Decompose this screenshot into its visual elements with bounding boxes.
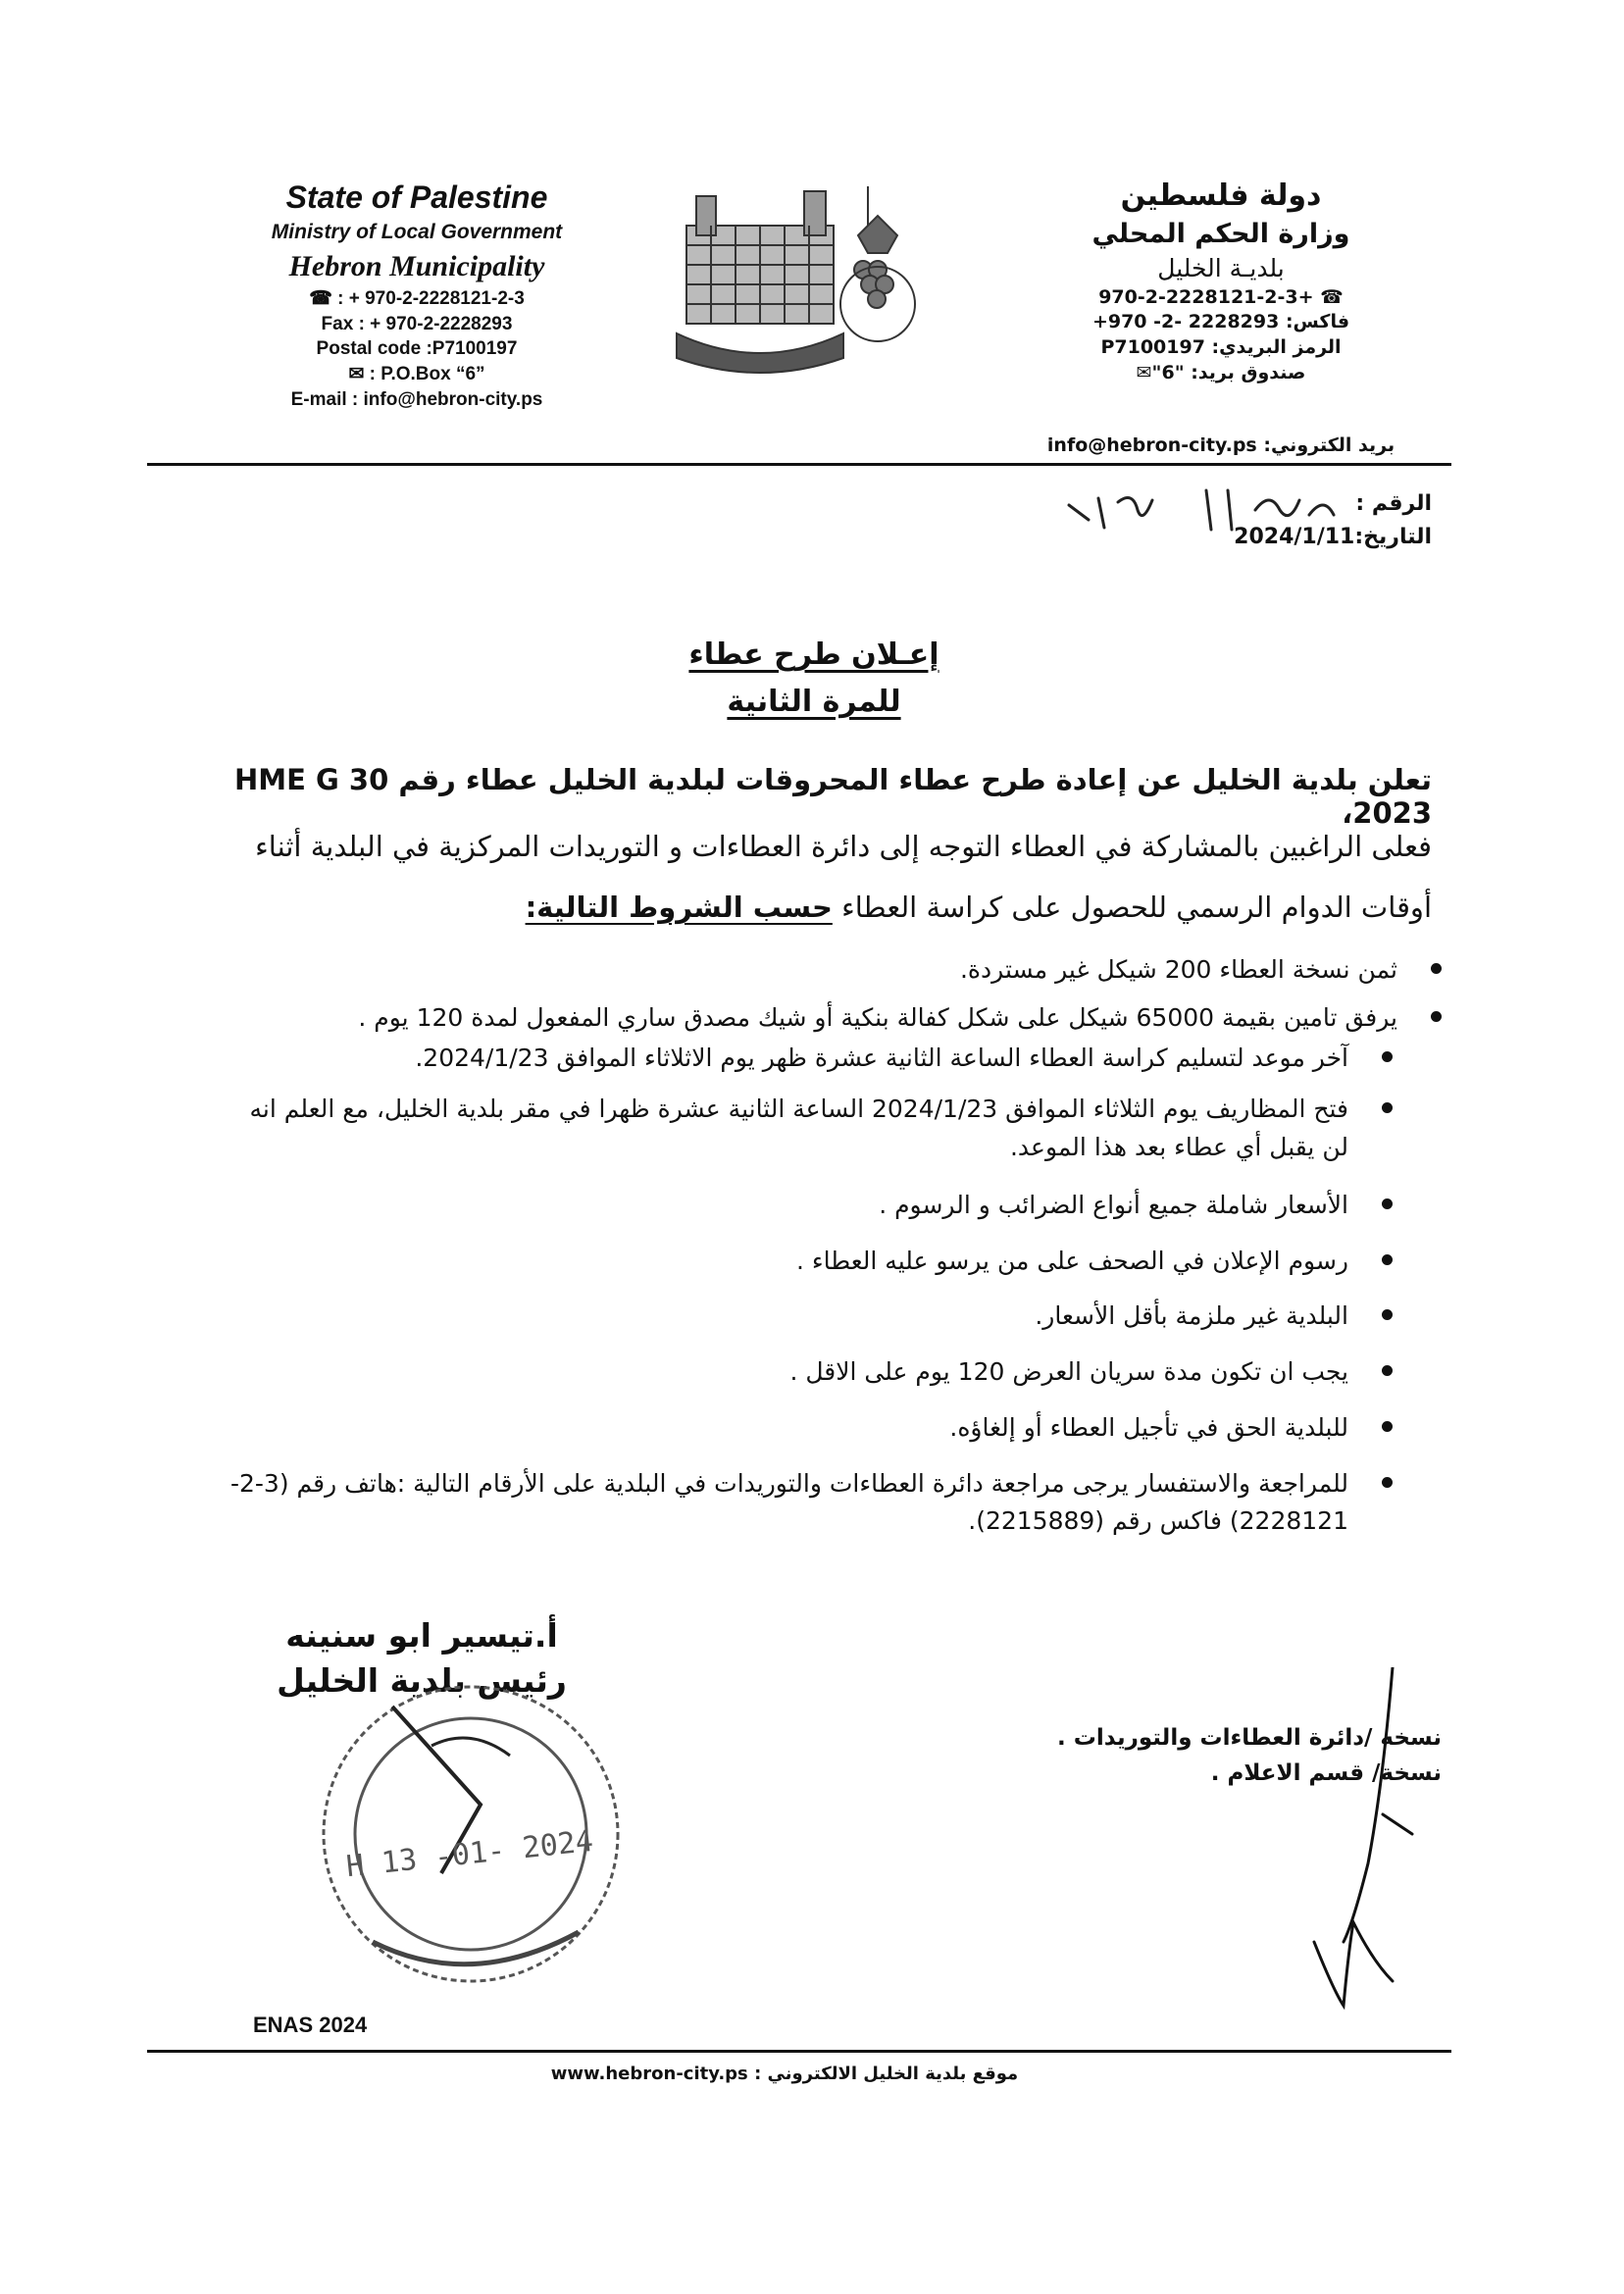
- announcement-title: [549, 632, 1079, 726]
- copies-block: [981, 1721, 1442, 1791]
- website-url[interactable]: www.hebron-city.ps: [550, 2064, 748, 2084]
- bullet-icon: [1382, 1198, 1393, 1209]
- title-line-2: للمرة الثانية: [727, 685, 901, 719]
- footer-divider: [147, 2050, 1451, 2053]
- bullet-icon: [1382, 1365, 1393, 1376]
- website-label: موقع بلدية الخليل الالكتروني :: [754, 2064, 1019, 2084]
- copy-line: نسخه /دائرة العطاءات والتوريدات .: [1056, 1725, 1442, 1751]
- fax-en: Fax : + 970-2-2228293: [321, 313, 513, 334]
- state-name-ar: دولة فلسطين: [1120, 178, 1322, 213]
- body-paragraph-2: فعلى الراغبين بالمشاركة في العطاء التوجه إلى دائرة العطاءات و التوريدات المركزية في البلدية أثناء: [255, 830, 1432, 863]
- bullet-icon: [1382, 1102, 1393, 1113]
- phone-en: ☎ : + 970-2-2228121-2-3: [309, 288, 525, 310]
- header-divider: [147, 463, 1451, 466]
- municipality-name-en: Hebron Municipality: [288, 249, 545, 282]
- footer-website: [392, 2064, 1177, 2084]
- list-item: فتح المظاريف يوم الثلاثاء الموافق 2024/1/23 الساعة الثانية عشرة ظهرا في مقر بلدية الخليل، مع العلم انه لن يقبل أي عطاء بعد هذا الموعد.: [216, 1091, 1442, 1167]
- document-initials: ENAS 2024: [253, 2013, 368, 2037]
- list-item: يرفق تامين بقيمة 65000 شيكل على شكل كفالة بنكية أو شيك مصدق ساري المفعول لمدة 120 يوم .: [216, 999, 1442, 1038]
- pobox-en: ✉ : P.O.Box “6”: [348, 363, 485, 384]
- list-item: رسوم الإعلان في الصحف على من يرسو عليه العطاء .: [216, 1243, 1442, 1281]
- body-paragraph-1: تعلن بلدية الخليل عن إعادة طرح عطاء المحروقات لبلدية الخليل عطاء رقم HME G 30 2023،: [233, 763, 1432, 830]
- hebron-municipality-logo-icon: [667, 177, 922, 382]
- bullet-icon: [1382, 1051, 1393, 1062]
- reference-date: 2024/1/11: [1234, 525, 1355, 550]
- bullet-icon: [1431, 1011, 1442, 1022]
- header-arabic: [1010, 177, 1432, 456]
- reference-date-row: [1157, 521, 1432, 554]
- email-ar: بريد الكتروني: info@hebron-city.ps: [1046, 434, 1396, 456]
- municipality-name-ar: بلديـة الخليل: [1157, 253, 1285, 282]
- bullet-icon: [1431, 963, 1442, 974]
- conditions-list: [216, 951, 1442, 1541]
- reference-number-label: الرقم :: [1355, 491, 1432, 516]
- state-name-en: State of Palestine: [285, 179, 548, 215]
- ministry-name-en: Ministry of Local Government: [271, 221, 563, 244]
- copy-line: نسخة/ قسم الاعلام .: [1210, 1759, 1442, 1786]
- signatory-name: أ.تيسير ابو سنينه: [285, 1616, 558, 1655]
- conditions-heading: حسب الشروط التالية:: [525, 891, 833, 924]
- list-item: ثمن نسخة العطاء 200 شيكل غير مستردة.: [216, 951, 1442, 990]
- pobox-ar: صندوق بريد: "6"✉: [1136, 361, 1306, 383]
- list-item: للمراجعة والاستفسار يرجى مراجعة دائرة العطاءات والتوريدات في البلدية على الأرقام التالية :هاتف رقم (3-2-2228121) فاكس رقم (2215889).: [216, 1465, 1442, 1542]
- fax-ar: فاكس: 2228293 -2- 970+: [1091, 311, 1350, 333]
- list-item: البلدية غير ملزمة بأقل الأسعار.: [216, 1298, 1442, 1336]
- stamp-date: H 13 -01- 2024: [344, 1823, 595, 1885]
- reference-block: [1157, 487, 1432, 554]
- list-item: الأسعار شاملة جميع أنواع الضرائب و الرسوم .: [216, 1187, 1442, 1225]
- header-english: [196, 177, 637, 412]
- bullet-icon: [1382, 1477, 1393, 1488]
- reference-date-label: التاريخ:: [1354, 525, 1432, 550]
- bullet-icon: [1382, 1254, 1393, 1265]
- phone-ar: ☎ +970-2-2228121-2-3: [1098, 285, 1344, 308]
- title-line-1: إعـلان طرح عطاء: [688, 637, 939, 672]
- email-en: E-mail : info@hebron-city.ps: [290, 388, 543, 410]
- bullet-icon: [1382, 1421, 1393, 1432]
- body-paragraph-3-text: أوقات الدوام الرسمي للحصول على كراسة العطاء: [832, 891, 1432, 924]
- postal-ar: الرمز البريدي: P7100197: [1100, 335, 1342, 358]
- body-paragraph-3: [147, 891, 1432, 924]
- official-stamp-icon: [314, 1667, 628, 2001]
- list-item: آخر موعد لتسليم كراسة العطاء الساعة الثانية عشرة ظهر يوم الاثلاثاء الموافق 2024/1/23.: [216, 1040, 1442, 1078]
- ministry-name-ar: وزارة الحكم المحلي: [1091, 218, 1350, 249]
- postal-en: Postal code :P7100197: [316, 338, 518, 360]
- bullet-icon: [1382, 1309, 1393, 1320]
- list-item: للبلدية الحق في تأجيل العطاء أو إلغاؤه.: [216, 1409, 1442, 1448]
- signatory-position: رئيس بلدية الخليل: [277, 1661, 567, 1701]
- list-item: يجب ان تكون مدة سريان العرض 120 يوم على الاقل .: [216, 1353, 1442, 1392]
